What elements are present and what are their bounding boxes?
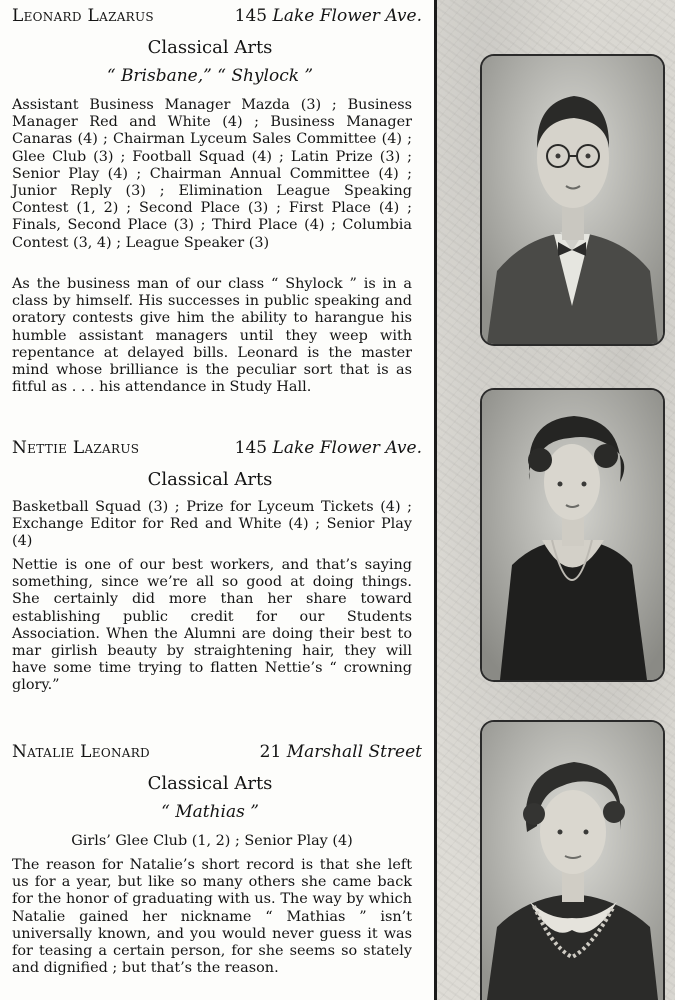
nickname: “ Mathias ”: [161, 802, 259, 822]
student-address: 145 Lake Flower Ave.: [234, 438, 422, 458]
student-name: Nettie Lazarus: [12, 438, 140, 458]
activities-list: Assistant Business Manager Mazda (3) ; Business Manager Red and White (4) ; Business Manager Canaras (4) ; Chairman Lyceum Sales Committee (4) ; Glee Club (3) ; Football Squad (4) ; Latin Prize (3) ; Senior Play (4) ; Chairman Annual Committee (4) ; Junior Reply (3) ; Elimination League Speaking Contest (1, 2) ; Second Place (3) ; First Place (4) ; Finals, Second Place (3) ; Third Place (4) ; Columbia Contest (3, 4) ; League Speaker (3): [12, 97, 412, 251]
course-title: Classical Arts: [147, 773, 273, 794]
course-title: Classical Arts: [147, 37, 273, 58]
portrait-photo-natalie: [482, 722, 663, 1000]
student-name: Leonard Lazarus: [12, 6, 154, 26]
entry-header-leonard: [12, 6, 422, 30]
biography: The reason for Natalie’s short record is that she left us for a year, but like so many others she came back for the honor of graduating with us. The way by which Natalie gained her nickname “ Mathias ” isn’t universally known, and you would never guess it was for teasing a certain person, for she seems so stately and dignified ; but that’s the reason.: [12, 857, 412, 977]
student-address: 21 Marshall Street: [259, 742, 422, 762]
student-name: Natalie Leonard: [12, 742, 150, 762]
portrait-nettie-image: [482, 390, 663, 680]
activities-list: Girls’ Glee Club (1, 2) ; Senior Play (4): [71, 833, 353, 849]
biography: Nettie is one of our best workers, and that’s saying something, since we’re all so good at doing things. She certainly did more than her share toward establishing public credit for our Students Association. When the Alumni are doing their best to mar girlish beauty by straightening hair, they will have some time trying to flatten Nettie’s “ crowning glory.”: [12, 557, 412, 694]
activities-list: Basketball Squad (3) ; Prize for Lyceum Tickets (4) ; Exchange Editor for Red and White (4) ; Senior Play (4): [12, 499, 412, 550]
portrait-photo-leonard: [482, 56, 663, 344]
course-title: Classical Arts: [147, 469, 273, 490]
portrait-photo-nettie: [482, 390, 663, 680]
student-address: 145 Lake Flower Ave.: [234, 6, 422, 26]
portrait-leonard-image: [482, 56, 663, 344]
entry-header-nettie: [12, 438, 422, 462]
biography: As the business man of our class “ Shylock ” is in a class by himself. His successes in public speaking and oratory contests give him the ability to harangue his humble assistant managers until they weep with repentance at delayed bills. Leonard is the master mind whose brilliance is the peculiar sort that is as fitful as . . . his attendance in Study Hall.: [12, 276, 412, 396]
nickname: “ Brisbane,” “ Shylock ”: [106, 66, 314, 86]
portrait-natalie-image: [482, 722, 663, 1000]
entry-header-natalie: [12, 742, 422, 766]
